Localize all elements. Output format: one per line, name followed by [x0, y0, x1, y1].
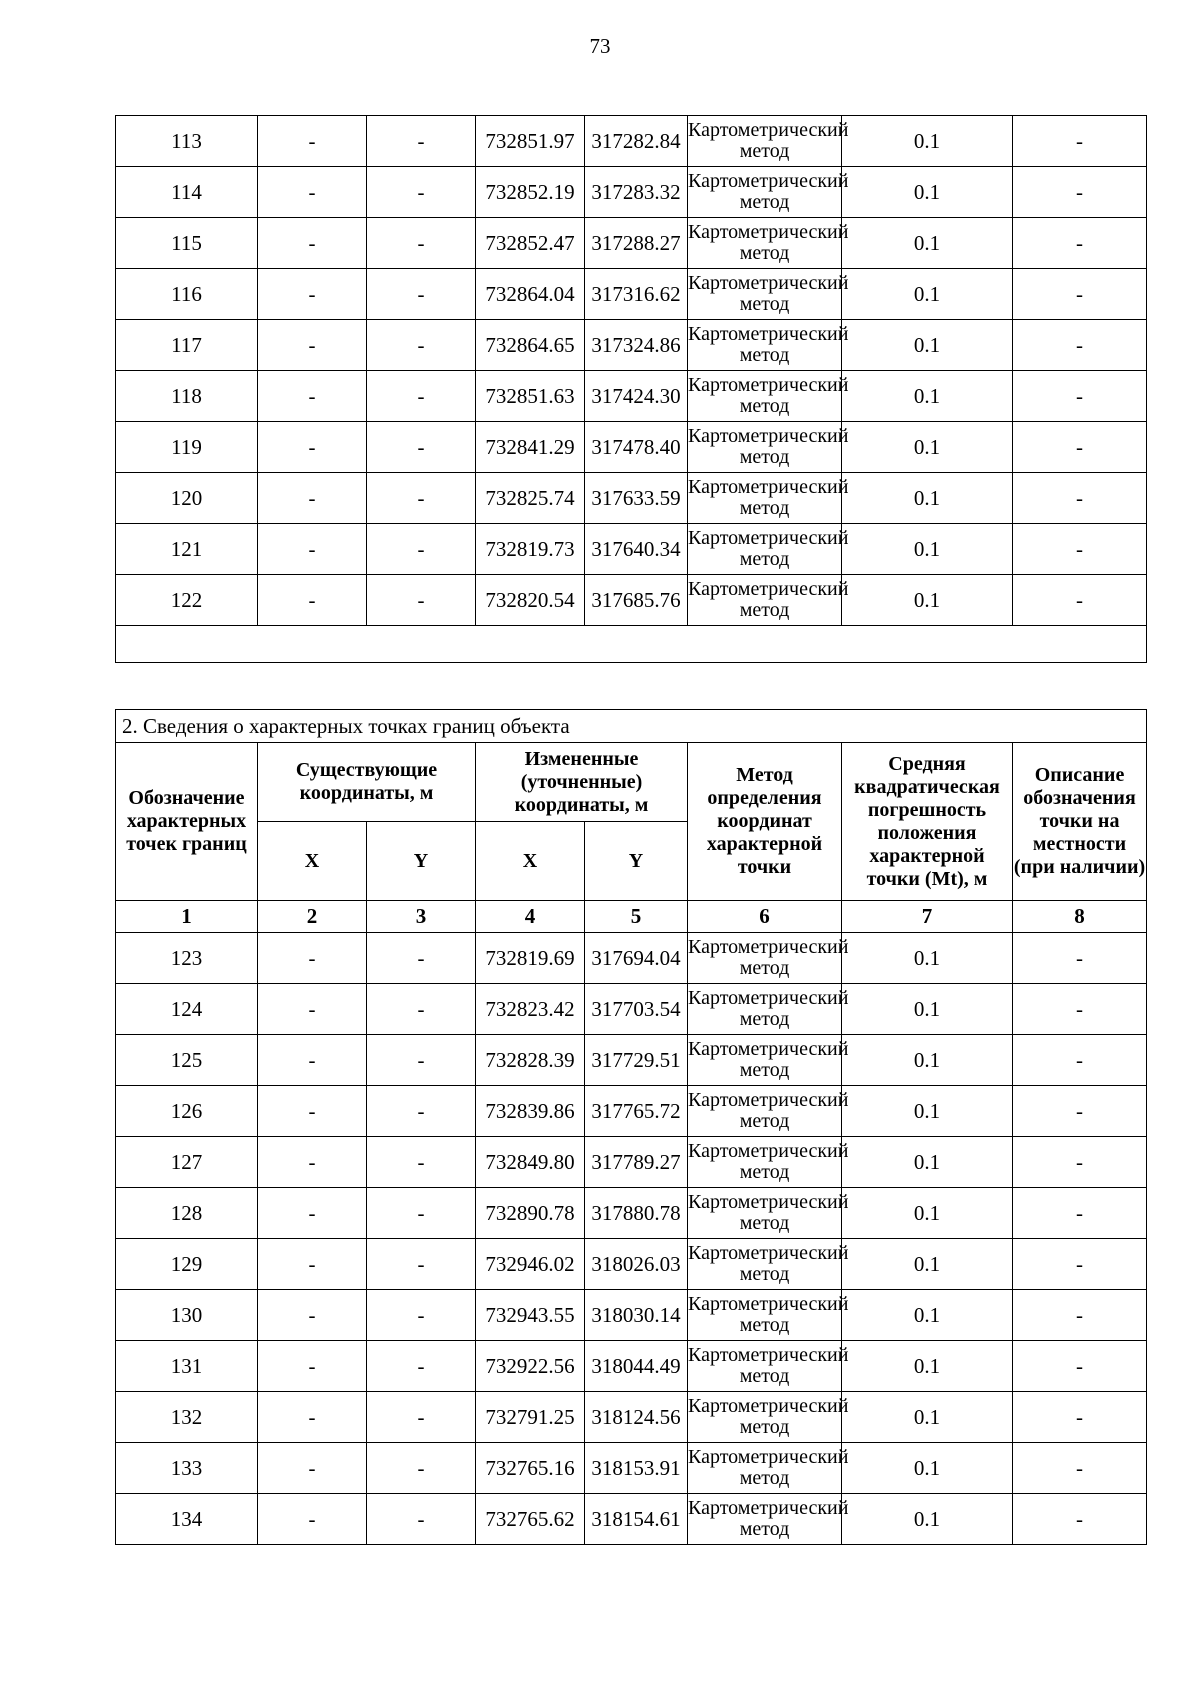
cell-point-id: 115 — [116, 218, 258, 269]
cell-point-id: 131 — [116, 1341, 258, 1392]
header-method: Метод определения координат характерной точки — [688, 743, 842, 901]
page-number: 73 — [589, 34, 611, 58]
cell-existing-x: - — [258, 1290, 367, 1341]
cell-method: Картометрический метод — [688, 1239, 842, 1290]
cell-point-id: 121 — [116, 524, 258, 575]
cell-new-y: 318044.49 — [585, 1341, 688, 1392]
cell-new-y: 317424.30 — [585, 371, 688, 422]
cell-new-x: 732765.16 — [476, 1443, 585, 1494]
cell-new-y: 318026.03 — [585, 1239, 688, 1290]
cell-existing-x: - — [258, 116, 367, 167]
cell-method: Картометрический метод — [688, 984, 842, 1035]
cell-error: 0.1 — [842, 524, 1013, 575]
cell-error: 0.1 — [842, 167, 1013, 218]
cell-description: - — [1013, 575, 1147, 626]
cell-new-y: 317880.78 — [585, 1188, 688, 1239]
cell-existing-x: - — [258, 1086, 367, 1137]
table-row — [116, 575, 1147, 626]
cell-new-x: 732819.69 — [476, 933, 585, 984]
table2-body — [116, 933, 1147, 1545]
cell-error: 0.1 — [842, 371, 1013, 422]
column-number: 7 — [842, 901, 1013, 933]
header-error: Средняя квадратическая погрешность положения характерной точки (Mt), м — [842, 743, 1013, 901]
cell-method: Картометрический метод — [688, 116, 842, 167]
cell-new-x: 732851.63 — [476, 371, 585, 422]
cell-error: 0.1 — [842, 1188, 1013, 1239]
cell-description: - — [1013, 1290, 1147, 1341]
cell-new-y: 317694.04 — [585, 933, 688, 984]
cell-existing-x: - — [258, 1239, 367, 1290]
cell-existing-y: - — [367, 1035, 476, 1086]
cell-error: 0.1 — [842, 1086, 1013, 1137]
cell-description: - — [1013, 524, 1147, 575]
table-row — [116, 116, 1147, 167]
cell-description: - — [1013, 1188, 1147, 1239]
cell-method: Картометрический метод — [688, 1035, 842, 1086]
cell-point-id: 134 — [116, 1494, 258, 1545]
cell-method: Картометрический метод — [688, 1137, 842, 1188]
cell-error: 0.1 — [842, 473, 1013, 524]
cell-description: - — [1013, 167, 1147, 218]
cell-error: 0.1 — [842, 320, 1013, 371]
header-existing-coords: Существующие координаты, м — [258, 743, 476, 822]
cell-existing-x: - — [258, 269, 367, 320]
cell-new-y: 318030.14 — [585, 1290, 688, 1341]
table-row — [116, 1443, 1147, 1494]
table-row — [116, 1137, 1147, 1188]
cell-point-id: 124 — [116, 984, 258, 1035]
cell-existing-y: - — [367, 371, 476, 422]
cell-description: - — [1013, 1239, 1147, 1290]
column-number: 2 — [258, 901, 367, 933]
cell-method: Картометрический метод — [688, 1188, 842, 1239]
cell-method: Картометрический метод — [688, 1341, 842, 1392]
cell-description: - — [1013, 984, 1147, 1035]
cell-new-y: 318153.91 — [585, 1443, 688, 1494]
cell-error: 0.1 — [842, 116, 1013, 167]
table-row — [116, 218, 1147, 269]
header-changed-y: Y — [585, 822, 688, 901]
cell-point-id: 116 — [116, 269, 258, 320]
cell-point-id: 113 — [116, 116, 258, 167]
cell-existing-y: - — [367, 524, 476, 575]
table-row — [116, 371, 1147, 422]
cell-new-x: 732922.56 — [476, 1341, 585, 1392]
column-number: 5 — [585, 901, 688, 933]
cell-existing-y: - — [367, 1239, 476, 1290]
cell-error: 0.1 — [842, 1137, 1013, 1188]
cell-method: Картометрический метод — [688, 524, 842, 575]
cell-existing-y: - — [367, 269, 476, 320]
cell-existing-y: - — [367, 1392, 476, 1443]
column-number: 8 — [1013, 901, 1147, 933]
cell-point-id: 119 — [116, 422, 258, 473]
cell-description: - — [1013, 1341, 1147, 1392]
table-title: 2. Сведения о характерных точках границ объекта — [116, 710, 1147, 743]
cell-point-id: 114 — [116, 167, 258, 218]
table-row — [116, 1239, 1147, 1290]
cell-existing-y: - — [367, 320, 476, 371]
cell-point-id: 122 — [116, 575, 258, 626]
table-row — [116, 984, 1147, 1035]
cell-error: 0.1 — [842, 1290, 1013, 1341]
cell-method: Картометрический метод — [688, 218, 842, 269]
cell-description: - — [1013, 473, 1147, 524]
header-existing-x: X — [258, 822, 367, 901]
cell-existing-x: - — [258, 371, 367, 422]
cell-new-y: 318124.56 — [585, 1392, 688, 1443]
table-row — [116, 1494, 1147, 1545]
cell-existing-x: - — [258, 933, 367, 984]
cell-existing-x: - — [258, 167, 367, 218]
cell-existing-x: - — [258, 218, 367, 269]
cell-new-y: 318154.61 — [585, 1494, 688, 1545]
cell-existing-x: - — [258, 422, 367, 473]
table-row — [116, 422, 1147, 473]
cell-point-id: 132 — [116, 1392, 258, 1443]
cell-new-y: 317685.76 — [585, 575, 688, 626]
cell-method: Картометрический метод — [688, 167, 842, 218]
cell-new-x: 732852.47 — [476, 218, 585, 269]
header-point: Обозначение характерных точек границ — [116, 743, 258, 901]
cell-error: 0.1 — [842, 575, 1013, 626]
cell-error: 0.1 — [842, 1035, 1013, 1086]
table-row — [116, 1392, 1147, 1443]
table2-header — [116, 710, 1147, 933]
cell-new-x: 732864.65 — [476, 320, 585, 371]
cell-new-x: 732852.19 — [476, 167, 585, 218]
cell-existing-x: - — [258, 1392, 367, 1443]
cell-method: Картометрический метод — [688, 320, 842, 371]
cell-existing-x: - — [258, 1443, 367, 1494]
cell-point-id: 125 — [116, 1035, 258, 1086]
cell-existing-x: - — [258, 320, 367, 371]
table-row — [116, 933, 1147, 984]
table-row — [116, 320, 1147, 371]
cell-method: Картометрический метод — [688, 269, 842, 320]
cell-description: - — [1013, 371, 1147, 422]
cell-existing-x: - — [258, 984, 367, 1035]
cell-point-id: 120 — [116, 473, 258, 524]
cell-existing-x: - — [258, 1137, 367, 1188]
cell-new-y: 317789.27 — [585, 1137, 688, 1188]
cell-method: Картометрический метод — [688, 371, 842, 422]
cell-existing-y: - — [367, 1341, 476, 1392]
table-row — [116, 269, 1147, 320]
cell-point-id: 127 — [116, 1137, 258, 1188]
cell-description: - — [1013, 116, 1147, 167]
cell-existing-y: - — [367, 575, 476, 626]
cell-error: 0.1 — [842, 1443, 1013, 1494]
cell-existing-y: - — [367, 1086, 476, 1137]
cell-error: 0.1 — [842, 218, 1013, 269]
cell-new-y: 317765.72 — [585, 1086, 688, 1137]
cell-method: Картометрический метод — [688, 473, 842, 524]
cell-error: 0.1 — [842, 984, 1013, 1035]
cell-new-x: 732823.42 — [476, 984, 585, 1035]
cell-point-id: 118 — [116, 371, 258, 422]
cell-point-id: 117 — [116, 320, 258, 371]
cell-error: 0.1 — [842, 269, 1013, 320]
cell-new-y: 317703.54 — [585, 984, 688, 1035]
cell-new-x: 732839.86 — [476, 1086, 585, 1137]
cell-new-x: 732791.25 — [476, 1392, 585, 1443]
cell-point-id: 129 — [116, 1239, 258, 1290]
column-number: 6 — [688, 901, 842, 933]
header-existing-y: Y — [367, 822, 476, 901]
cell-existing-y: - — [367, 422, 476, 473]
cell-error: 0.1 — [842, 1341, 1013, 1392]
cell-existing-y: - — [367, 933, 476, 984]
cell-new-y: 317282.84 — [585, 116, 688, 167]
cell-method: Картометрический метод — [688, 933, 842, 984]
cell-description: - — [1013, 269, 1147, 320]
coordinates-table-continued — [115, 115, 1147, 663]
table-row — [116, 1035, 1147, 1086]
cell-description: - — [1013, 1494, 1147, 1545]
header-description: Описание обозначения точки на местности (при наличии) — [1013, 743, 1147, 901]
cell-method: Картометрический метод — [688, 422, 842, 473]
cell-method: Картометрический метод — [688, 1086, 842, 1137]
table1-empty-row — [116, 626, 1147, 663]
cell-error: 0.1 — [842, 933, 1013, 984]
cell-point-id: 130 — [116, 1290, 258, 1341]
empty-cell — [116, 626, 1147, 663]
cell-existing-x: - — [258, 473, 367, 524]
cell-method: Картометрический метод — [688, 1290, 842, 1341]
boundary-points-table — [115, 709, 1147, 1545]
cell-existing-x: - — [258, 1035, 367, 1086]
table1-body — [116, 116, 1147, 626]
table-row — [116, 1188, 1147, 1239]
cell-new-x: 732943.55 — [476, 1290, 585, 1341]
column-number: 1 — [116, 901, 258, 933]
cell-description: - — [1013, 1443, 1147, 1494]
cell-description: - — [1013, 218, 1147, 269]
cell-method: Картометрический метод — [688, 575, 842, 626]
table-row — [116, 473, 1147, 524]
cell-existing-y: - — [367, 1188, 476, 1239]
cell-point-id: 123 — [116, 933, 258, 984]
cell-existing-x: - — [258, 524, 367, 575]
cell-new-x: 732828.39 — [476, 1035, 585, 1086]
header-changed-coords: Измененные (уточненные) координаты, м — [476, 743, 688, 822]
cell-existing-x: - — [258, 1494, 367, 1545]
cell-new-x: 732765.62 — [476, 1494, 585, 1545]
cell-new-y: 317633.59 — [585, 473, 688, 524]
cell-existing-y: - — [367, 1137, 476, 1188]
cell-point-id: 128 — [116, 1188, 258, 1239]
cell-new-y: 317729.51 — [585, 1035, 688, 1086]
cell-new-x: 732841.29 — [476, 422, 585, 473]
cell-point-id: 133 — [116, 1443, 258, 1494]
cell-error: 0.1 — [842, 422, 1013, 473]
table-row — [116, 167, 1147, 218]
cell-new-x: 732849.80 — [476, 1137, 585, 1188]
cell-new-y: 317283.32 — [585, 167, 688, 218]
cell-existing-y: - — [367, 1494, 476, 1545]
cell-existing-y: - — [367, 218, 476, 269]
cell-new-x: 732890.78 — [476, 1188, 585, 1239]
table-row — [116, 1086, 1147, 1137]
cell-new-y: 317316.62 — [585, 269, 688, 320]
column-number: 4 — [476, 901, 585, 933]
table-row — [116, 1341, 1147, 1392]
cell-existing-y: - — [367, 167, 476, 218]
cell-existing-y: - — [367, 984, 476, 1035]
cell-existing-y: - — [367, 1290, 476, 1341]
cell-method: Картометрический метод — [688, 1392, 842, 1443]
table-row — [116, 1290, 1147, 1341]
cell-existing-y: - — [367, 1443, 476, 1494]
column-number: 3 — [367, 901, 476, 933]
cell-description: - — [1013, 1086, 1147, 1137]
cell-description: - — [1013, 1392, 1147, 1443]
cell-new-x: 732864.04 — [476, 269, 585, 320]
cell-new-x: 732820.54 — [476, 575, 585, 626]
cell-new-x: 732851.97 — [476, 116, 585, 167]
cell-existing-y: - — [367, 116, 476, 167]
cell-existing-y: - — [367, 473, 476, 524]
cell-description: - — [1013, 1137, 1147, 1188]
header-changed-x: X — [476, 822, 585, 901]
cell-error: 0.1 — [842, 1494, 1013, 1545]
cell-new-y: 317478.40 — [585, 422, 688, 473]
cell-method: Картометрический метод — [688, 1443, 842, 1494]
cell-new-x: 732819.73 — [476, 524, 585, 575]
cell-new-y: 317640.34 — [585, 524, 688, 575]
cell-error: 0.1 — [842, 1392, 1013, 1443]
cell-description: - — [1013, 933, 1147, 984]
cell-new-y: 317288.27 — [585, 218, 688, 269]
table-row — [116, 524, 1147, 575]
cell-description: - — [1013, 320, 1147, 371]
cell-new-x: 732825.74 — [476, 473, 585, 524]
cell-error: 0.1 — [842, 1239, 1013, 1290]
cell-method: Картометрический метод — [688, 1494, 842, 1545]
cell-description: - — [1013, 422, 1147, 473]
cell-new-y: 317324.86 — [585, 320, 688, 371]
cell-existing-x: - — [258, 1341, 367, 1392]
cell-description: - — [1013, 1035, 1147, 1086]
cell-existing-x: - — [258, 1188, 367, 1239]
cell-existing-x: - — [258, 575, 367, 626]
cell-new-x: 732946.02 — [476, 1239, 585, 1290]
cell-point-id: 126 — [116, 1086, 258, 1137]
